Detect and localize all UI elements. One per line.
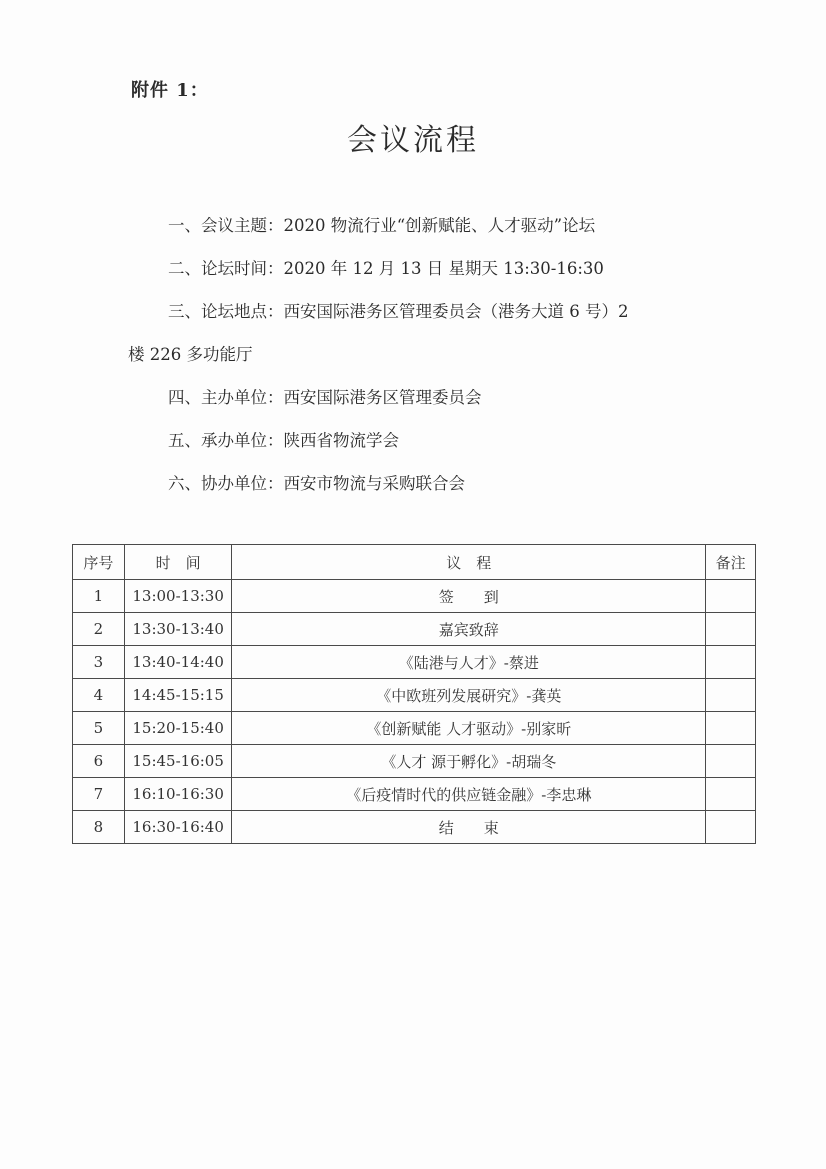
- header-time: 时 间: [124, 545, 232, 580]
- table-row: [73, 580, 756, 613]
- meeting-venue: 三、论坛地点：西安国际港务区管理委员会（港务大道 6 号）2: [168, 302, 629, 321]
- row-agenda: 《陆港与人才》-蔡进: [232, 646, 706, 679]
- header-note: 备注: [706, 545, 756, 580]
- row-note: [706, 679, 756, 712]
- row-time: 15:20-15:40: [124, 712, 232, 745]
- meeting-theme: 一、会议主题：2020 物流行业“创新赋能、人才驱动”论坛: [168, 216, 596, 235]
- row-time: 16:30-16:40: [124, 811, 232, 844]
- row-no: 3: [73, 646, 125, 679]
- row-no: 1: [73, 580, 125, 613]
- row-note: [706, 613, 756, 646]
- meeting-organizer: 五、承办单位：陕西省物流学会: [168, 431, 399, 450]
- row-no: 4: [73, 679, 125, 712]
- row-agenda: 嘉宾致辞: [232, 613, 706, 646]
- row-agenda: 《后疫情时代的供应链金融》-李忠琳: [232, 778, 706, 811]
- row-time: 13:40-14:40: [124, 646, 232, 679]
- table-row: [73, 745, 756, 778]
- row-agenda: 《人才 源于孵化》-胡瑞冬: [232, 745, 706, 778]
- row-agenda: 签 到: [232, 580, 706, 613]
- agenda-table: [72, 544, 756, 844]
- meeting-time: 二、论坛时间：2020 年 12 月 13 日 星期天 13:30-16:30: [168, 259, 604, 278]
- table-row: [73, 646, 756, 679]
- row-time: 16:10-16:30: [124, 778, 232, 811]
- header-agenda: 议 程: [232, 545, 706, 580]
- row-agenda: 结 束: [232, 811, 706, 844]
- table-row: [73, 778, 756, 811]
- row-note: [706, 778, 756, 811]
- table-row: [73, 712, 756, 745]
- row-no: 8: [73, 811, 125, 844]
- page-title: 会议流程: [347, 123, 479, 158]
- row-time: 14:45-15:15: [124, 679, 232, 712]
- row-no: 6: [73, 745, 125, 778]
- header-no: 序号: [73, 545, 125, 580]
- row-no: 7: [73, 778, 125, 811]
- table-row: [73, 679, 756, 712]
- row-note: [706, 811, 756, 844]
- row-agenda: 《创新赋能 人才驱动》-别家昕: [232, 712, 706, 745]
- row-time: 15:45-16:05: [124, 745, 232, 778]
- meeting-info: [128, 204, 718, 505]
- row-time: 13:30-13:40: [124, 613, 232, 646]
- row-note: [706, 712, 756, 745]
- meeting-venue-continued: 楼 226 多功能厅: [128, 345, 253, 364]
- agenda-header-row: [73, 545, 756, 580]
- attachment-label: 附件 1：: [131, 80, 209, 101]
- meeting-host: 四、主办单位：西安国际港务区管理委员会: [168, 388, 482, 407]
- table-row: [73, 613, 756, 646]
- row-note: [706, 745, 756, 778]
- row-agenda: 《中欧班列发展研究》-龚英: [232, 679, 706, 712]
- row-time: 13:00-13:30: [124, 580, 232, 613]
- table-row: [73, 811, 756, 844]
- meeting-co-organizer: 六、协办单位：西安市物流与采购联合会: [168, 474, 465, 493]
- row-no: 5: [73, 712, 125, 745]
- row-note: [706, 580, 756, 613]
- row-note: [706, 646, 756, 679]
- row-no: 2: [73, 613, 125, 646]
